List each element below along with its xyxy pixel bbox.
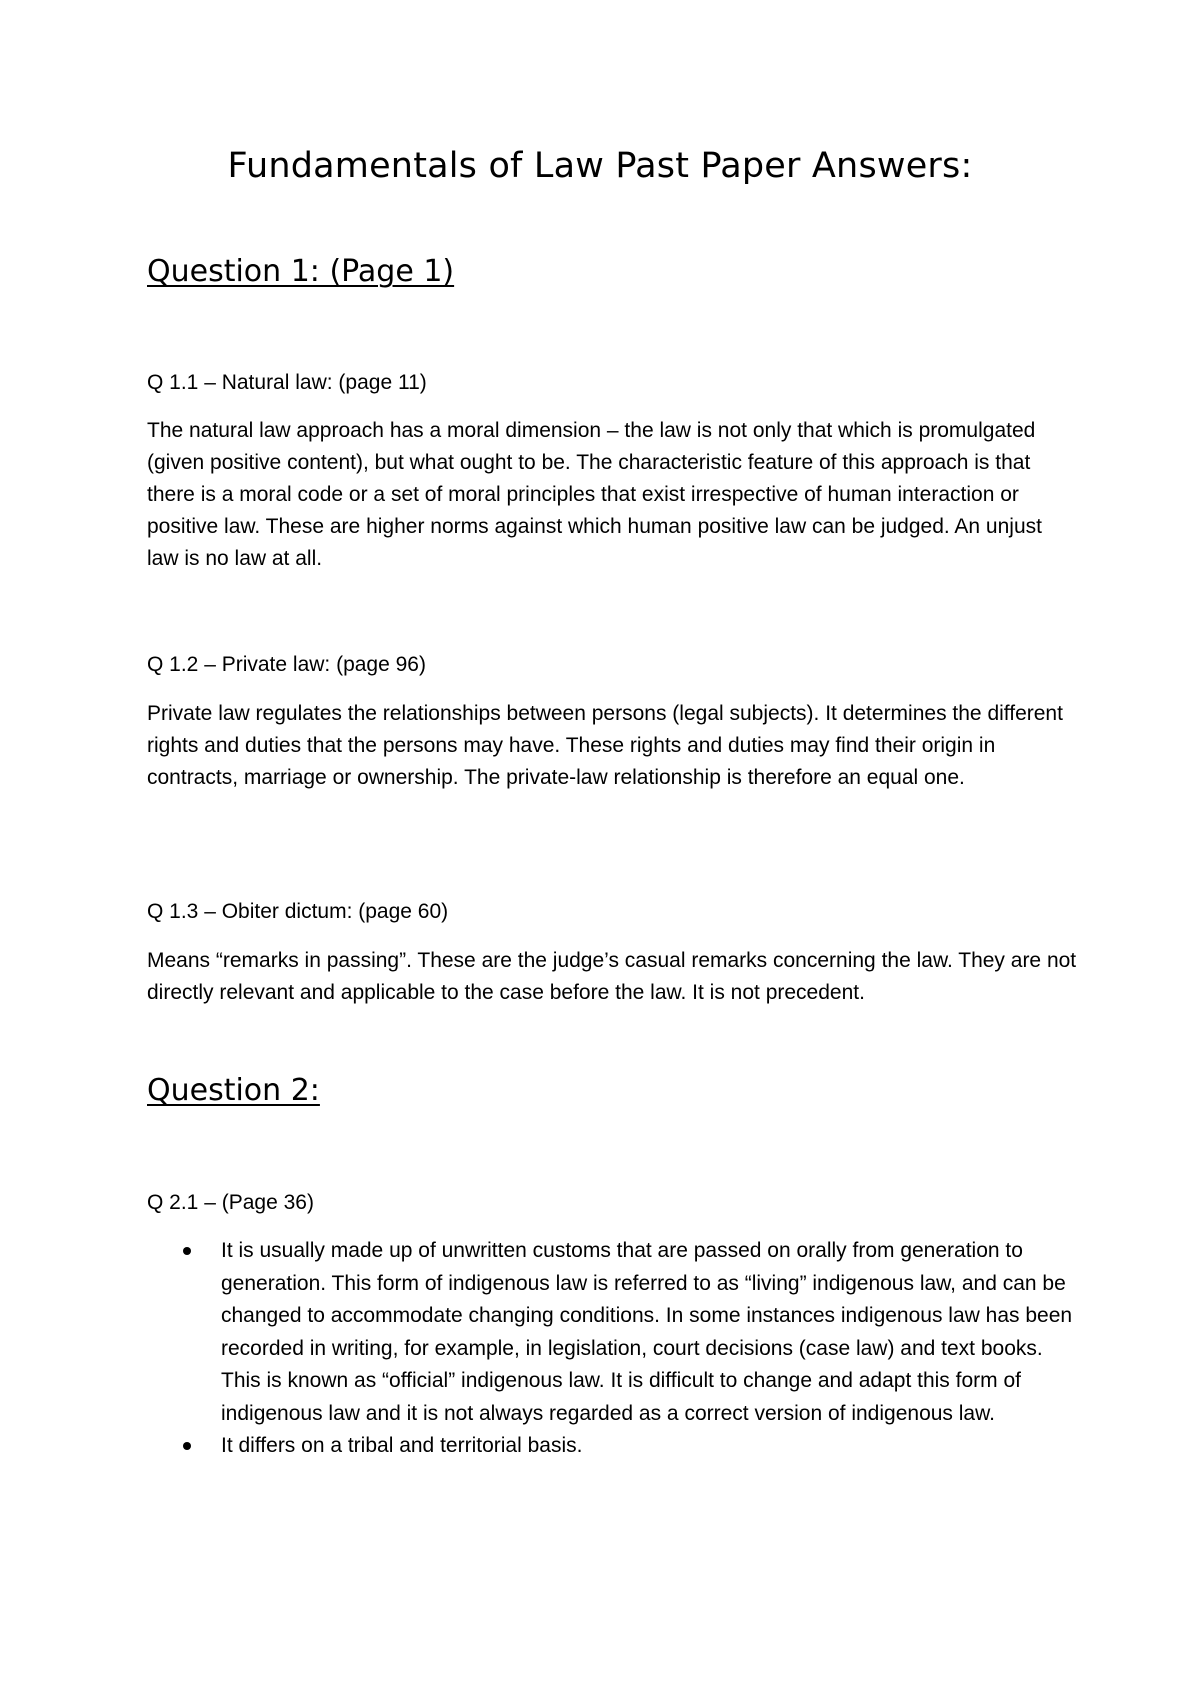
q1-2-label: Q 1.2 – Private law: (page 96) — [147, 653, 426, 676]
q1-1-label: Q 1.1 – Natural law: (page 11) — [147, 371, 427, 394]
question-2-heading: Question 2: — [147, 1073, 320, 1108]
bullet-item — [147, 1235, 1077, 1430]
bullet-icon — [183, 1247, 191, 1255]
bullet-text: It differs on a tribal and territorial basis. — [221, 1434, 583, 1457]
bullet-text: It is usually made up of unwritten customs that are passed on orally from generation to generation. This form of indigenous law is referred to as “living” indigenous law, and can be changed to accommodate changing conditions. In some instances indigenous law has been recorded in writing, for example, in legislation, court decisions (case law) and text books. This is known as “official” indigenous law. It is difficult to change and adapt this form of indigenous law and it is not always regarded as a correct version of indigenous law. — [221, 1239, 1073, 1425]
q2-1-label: Q 2.1 – (Page 36) — [147, 1191, 314, 1214]
q1-2-answer: Private law regulates the relationships between persons (legal subjects). It determines the different rights and duties that the persons may have. These rights and duties may find their origin in contracts, marriage or ownership. The private-law relationship is therefore an equal one. — [147, 702, 1063, 789]
bullet-icon — [183, 1442, 191, 1450]
q2-1-bullet-list — [147, 1235, 1077, 1463]
document-title: Fundamentals of Law Past Paper Answers: — [227, 146, 973, 186]
question-1-heading: Question 1: (Page 1) — [147, 254, 455, 289]
q1-3-label: Q 1.3 – Obiter dictum: (page 60) — [147, 900, 449, 923]
bullet-item — [147, 1430, 1077, 1463]
q1-3-answer: Means “remarks in passing”. These are the judge’s casual remarks concerning the law. They are not directly relevant and applicable to the case before the law. It is not precedent. — [147, 949, 1077, 1004]
q1-1-answer: The natural law approach has a moral dimension – the law is not only that which is promulgated (given positive content), but what ought to be. The characteristic feature of this approach is that there is a moral code or a set of moral principles that exist irrespective of human interaction or positive law. These are higher norms against which human positive law can be judged. An unjust law is no law at all. — [147, 419, 1042, 570]
